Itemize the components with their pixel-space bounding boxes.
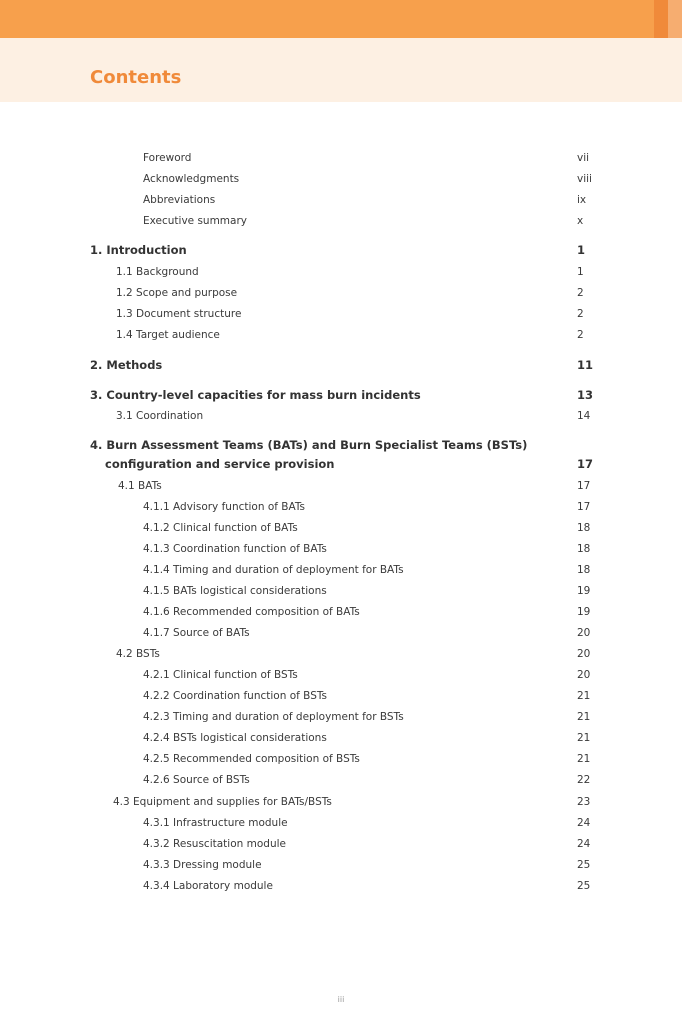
page-number: iii <box>337 995 345 1004</box>
toc-entry-page: 17 <box>577 501 591 513</box>
toc-chapter-label-continued: configuration and service provision <box>105 457 335 471</box>
toc-entry-label: 4.1 BATs <box>118 480 162 492</box>
toc-entry-label: Foreword <box>143 152 192 164</box>
toc-entry-page: 20 <box>577 648 591 660</box>
toc-entry-label: 4.2.4 BSTs logistical considerations <box>143 732 327 744</box>
toc-chapter-label: 4. Burn Assessment Teams (BATs) and Burn Specialist Teams (BSTs) <box>90 438 528 452</box>
toc-entry-page: 14 <box>577 410 591 422</box>
toc-entry-label: 4.3.1 Infrastructure module <box>143 817 288 829</box>
toc-entry-page: viii <box>577 173 592 185</box>
toc-entry-page: 2 <box>577 287 584 299</box>
toc-entry-page: 20 <box>577 627 591 639</box>
toc-entry-page: 22 <box>577 774 591 786</box>
toc-entry-label: Acknowledgments <box>143 173 240 185</box>
toc-chapter-label: 1. Introduction <box>90 243 187 257</box>
top-bar-accent-light <box>668 0 682 38</box>
toc-chapter-page: 13 <box>577 388 594 402</box>
toc-entry-page: 17 <box>577 480 591 492</box>
toc-chapter-page: 11 <box>577 358 594 372</box>
toc-entry-label: 4.3.2 Resuscitation module <box>143 838 286 850</box>
toc-entry-page: 19 <box>577 585 591 597</box>
toc-entry-page: vii <box>577 152 590 164</box>
toc-entry-page: 1 <box>577 266 584 278</box>
toc-entry-page: 20 <box>577 669 591 681</box>
toc-entry-label: Executive summary <box>143 215 248 227</box>
top-color-bar <box>0 0 682 38</box>
toc-entry-label: 1.2 Scope and purpose <box>116 287 238 299</box>
page-title: Contents <box>90 67 182 88</box>
toc-entry-label: 4.2 BSTs <box>116 648 160 660</box>
toc-chapter-page: 17 <box>577 457 594 471</box>
toc-entry-page: ix <box>577 194 587 206</box>
top-bar-accent <box>654 0 668 38</box>
toc-entry-label: 4.2.3 Timing and duration of deployment for BSTs <box>143 711 404 723</box>
toc-entry-label: 4.1.5 BATs logistical considerations <box>143 585 327 597</box>
toc-entry-label: 4.3.4 Laboratory module <box>143 880 273 892</box>
toc-entry-label: 4.2.5 Recommended composition of BSTs <box>143 753 360 765</box>
toc-entry-label: 3.1 Coordination <box>116 410 204 422</box>
toc-entry-label: 1.1 Background <box>116 266 199 278</box>
toc-entry-page: 19 <box>577 606 591 618</box>
toc-entry-page: 21 <box>577 753 591 765</box>
toc-entry-page: 2 <box>577 308 584 320</box>
toc-entry-page: 25 <box>577 880 591 892</box>
toc-entry-label: 4.1.1 Advisory function of BATs <box>143 501 306 513</box>
toc-entry-label: 1.4 Target audience <box>116 329 220 341</box>
toc-entry-label: 1.3 Document structure <box>116 308 242 320</box>
toc-entry-page: 25 <box>577 859 591 871</box>
toc-entry-page: 21 <box>577 732 591 744</box>
toc-entry-page: 18 <box>577 543 591 555</box>
toc-entry-page: 23 <box>577 796 591 808</box>
toc-entry-label: 4.2.6 Source of BSTs <box>143 774 250 786</box>
toc-entry-label: Abbreviations <box>143 194 216 206</box>
toc-entry-page: 2 <box>577 329 584 341</box>
toc-entry-label: 4.2.2 Coordination function of BSTs <box>143 690 328 702</box>
toc-entry-label: 4.3.3 Dressing module <box>143 859 262 871</box>
toc-entry-page: 18 <box>577 522 591 534</box>
toc-entry-label: 4.1.4 Timing and duration of deployment for BATs <box>143 564 404 576</box>
toc-entry-label: 4.2.1 Clinical function of BSTs <box>143 669 298 681</box>
toc-entry-page: 21 <box>577 711 591 723</box>
toc-entry-label: 4.1.6 Recommended composition of BATs <box>143 606 360 618</box>
toc-entry-label: 4.1.2 Clinical function of BATs <box>143 522 298 534</box>
toc-chapter-page: 1 <box>577 243 586 257</box>
toc-entry-label: 4.1.3 Coordination function of BATs <box>143 543 327 555</box>
toc-entry-label: 4.3 Equipment and supplies for BATs/BSTs <box>113 796 332 808</box>
toc-entry-page: 24 <box>577 817 591 829</box>
toc-entry-page: 24 <box>577 838 591 850</box>
toc-entry-page: x <box>577 215 584 227</box>
toc-entry-page: 21 <box>577 690 591 702</box>
toc-entry-page: 18 <box>577 564 591 576</box>
toc-chapter-label: 3. Country-level capacities for mass burn incidents <box>90 388 421 402</box>
toc-chapter-label: 2. Methods <box>90 358 163 372</box>
toc-entry-label: 4.1.7 Source of BATs <box>143 627 250 639</box>
